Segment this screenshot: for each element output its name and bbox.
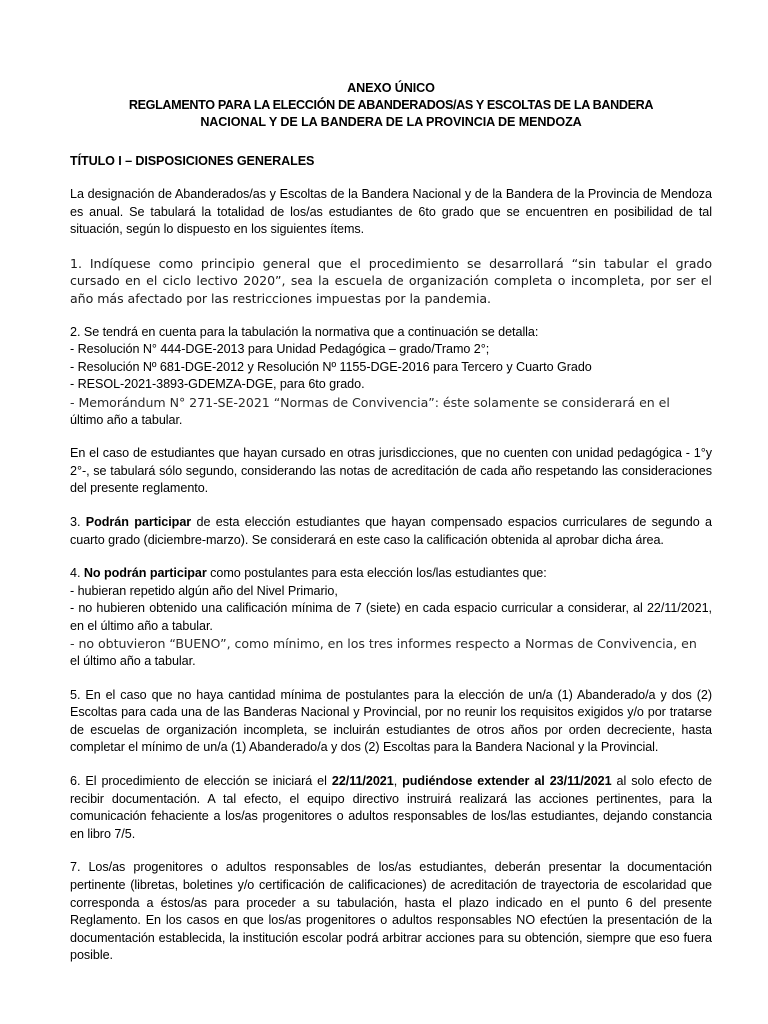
list-item-resolucion-444: - Resolución N° 444-DGE-2013 para Unidad Pedagógica – grado/Tramo 2°; xyxy=(70,342,490,357)
list-item-bueno-convivencia: - no obtuvieron “BUENO”, como mínimo, en los tres informes respecto a Normas de Convivencia, en xyxy=(70,636,697,652)
item-3-text: de esta elección estudiantes que hayan compensado espacios curriculares de segundo a cuarto grado (diciembre-marzo). Se considerará en este caso la calificación obtenida al aprobar dicha área. xyxy=(70,514,712,547)
item-4-emphasis: No podrán participar xyxy=(83,566,207,581)
list-item-repitencia: - hubieran repetido algún año del Nivel Primario, xyxy=(70,583,338,598)
item-4-number: 4. xyxy=(70,566,84,581)
paragraph-otras-jurisdicciones: En el caso de estudiantes que hayan cursado en otras jurisdicciones, que no cuenten con unidad pedagógica - 1°y 2°-, se tabulará sólo segundo, considerando las notas de acreditación de cada año respetando las consideraciones del presente reglamento. xyxy=(70,446,712,496)
paragraph-item-1: 1. Indíquese como principio general que el procedimiento se desarrollará “sin tabular el grado cursado en el ciclo lectivo 2020”, sea la escuela de organización completa o incompleta, por ser el año más afectado por las restricciones impuestas por la pandemia. xyxy=(70,255,712,306)
list-item-bueno-convivencia-tail: el último año a tabular. xyxy=(70,654,196,669)
paragraph-item-3 xyxy=(70,514,712,549)
list-item-resolucion-681-1155: - Resolución Nº 681-DGE-2012 y Resolución Nº 1155-DGE-2016 para Tercero y Cuarto Grado xyxy=(70,359,592,374)
list-item-memorandum-271-tail: último año a tabular. xyxy=(70,412,183,427)
paragraph-item-4 xyxy=(70,565,712,583)
paragraph-item-7: 7. Los/as progenitores o adultos responsables de los/as estudiantes, deberán presentar la documentación pertinente (libretas, boletines y/o certificación de calificaciones) de acreditación de trayectoria de escolaridad que corresponda a éstos/as para proceder a su tabulación, hasta el plazo indicado en el punto 6 del presente Reglamento. En los casos en que los/as progenitores o adultos responsables NO efectúen la presentación de la documentación establecida, la institución escolar podrá arbitrar acciones para su obtención, siempre que eso fuera posible. xyxy=(70,860,712,963)
list-item-calificacion-minima: - no hubieren obtenido una calificación mínima de 7 (siete) en cada espacio curricular a considerar, al 22/11/2021, en el último año a tabular. xyxy=(70,601,712,633)
item-6-date-start: 22/11/2021 xyxy=(331,774,394,789)
item-6-text-a: 6. El procedimiento de elección se iniciará el xyxy=(70,774,332,789)
paragraph-item-6 xyxy=(70,773,712,843)
document-body xyxy=(70,80,712,965)
paragraph-item-5: 5. En el caso que no haya cantidad mínima de postulantes para la elección de un/a (1) Abanderado/a y dos (2) Escoltas para cada una de las Banderas Nacional y Provincial, por no reunir los requisitos exigidos y/o por tratarse de escuelas de organización incompleta, se incluirán estudiantes de otros años por orden decreciente, hasta completar el mínimo de un/a (1) Abanderado/a y dos (2) Escoltas para la Bandera Nacional y la Provincial. xyxy=(70,687,712,755)
item-4-text: como postulantes para esta elección los/las estudiantes que: xyxy=(206,566,547,581)
section-title-titulo-i: TÍTULO I – DISPOSICIONES GENERALES xyxy=(70,154,315,168)
title-line-nacional: NACIONAL Y DE LA BANDERA DE LA PROVINCIA DE MENDOZA xyxy=(200,115,582,129)
item-6-text-b: , xyxy=(393,774,403,789)
paragraph-intro: La designación de Abanderados/as y Escoltas de la Bandera Nacional y de la Bandera de la Provincia de Mendoza es anual. Se tabulará la totalidad de los/as estudiantes de 6to grado que se encuentren en posibilidad de tal situación, según lo dispuesto en los siguientes ítems. xyxy=(70,187,712,237)
document-title xyxy=(70,80,712,131)
item-3-emphasis: Podrán participar xyxy=(85,514,192,529)
item-6-extension-clause: pudiéndose extender al 23/11/2021 xyxy=(402,774,612,789)
title-line-anexo: ANEXO ÚNICO xyxy=(347,81,435,95)
paragraph-item-2-lead: 2. Se tendrá en cuenta para la tabulación la normativa que a continuación se detalla: xyxy=(70,324,539,339)
list-item-memorandum-271: - Memorándum N° 271-SE-2021 “Normas de Convivencia”: éste solamente se considerará en el xyxy=(70,394,670,410)
title-line-reglamento: REGLAMENTO PARA LA ELECCIÓN DE ABANDERADOS/AS Y ESCOLTAS DE LA BANDERA xyxy=(128,98,654,112)
list-item-resol-2021-3893: - RESOL-2021-3893-GDEMZA-DGE, para 6to grado. xyxy=(70,377,365,392)
item-6-text-c: al solo efecto de recibir documentación. A tal efecto, el equipo directivo instruirá realizará las acciones pertinentes, para la comunicación fehaciente a los/as progenitores o adultos responsables de los/las estudiantes, dejando constancia en libro 7/5. xyxy=(70,774,712,841)
item-3-number: 3. xyxy=(70,514,86,529)
